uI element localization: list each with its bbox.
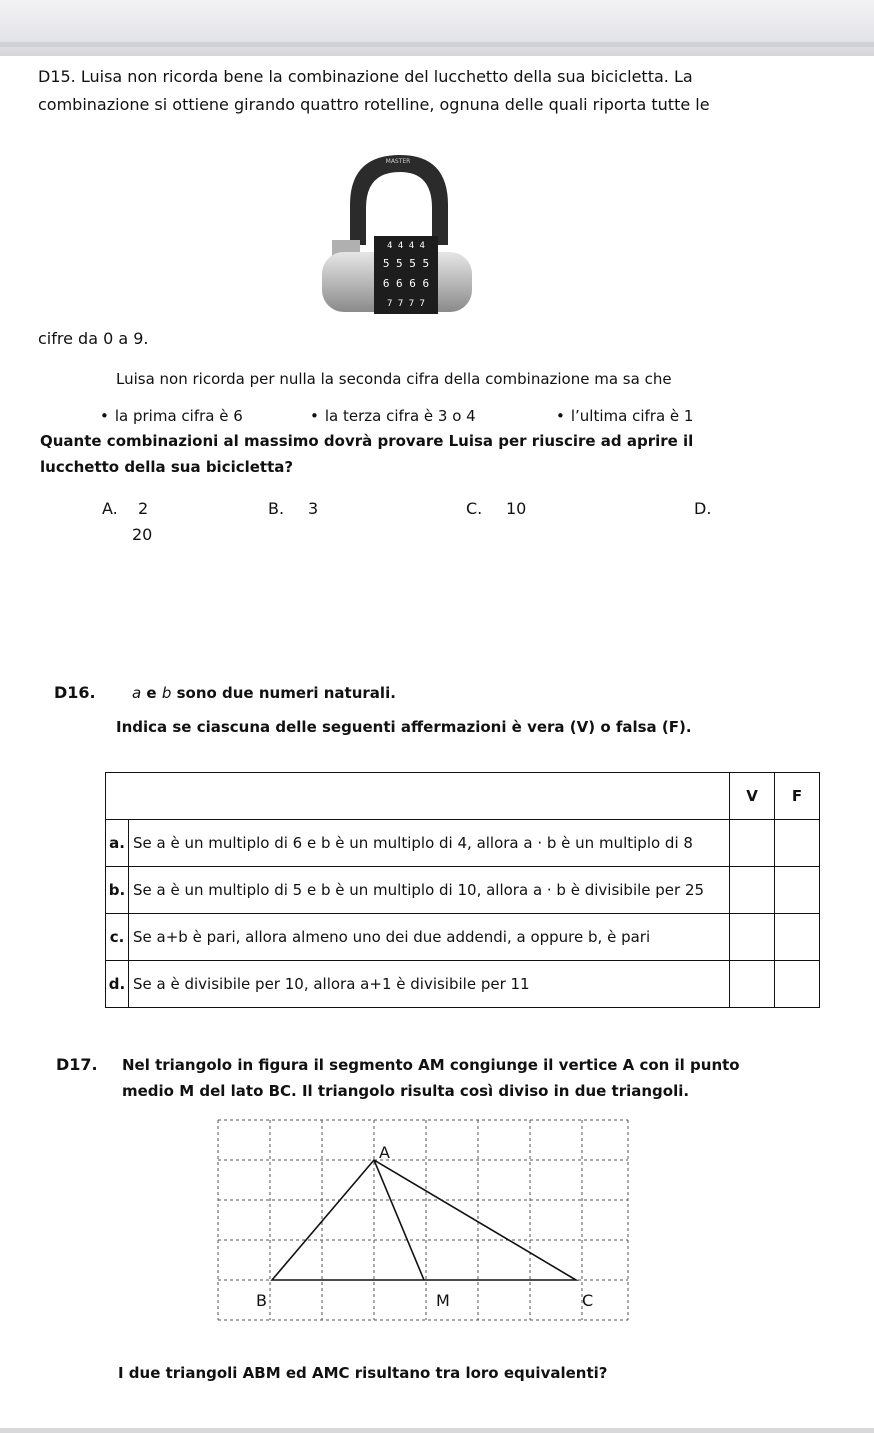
q15-intro-line-1: D15. Luisa non ricorda bene la combinazione del lucchetto della sua bicicletta. La xyxy=(38,67,693,86)
q16-premise: a e b sono due numeri naturali. xyxy=(132,684,396,702)
dotted-grid xyxy=(218,1120,628,1320)
q17-text-line-1: Nel triangolo in figura il segmento AM congiunge il vertice A con il punto xyxy=(122,1056,740,1074)
q15-intro-line-3: cifre da 0 a 9. xyxy=(38,329,149,348)
answer-box-f[interactable] xyxy=(775,914,820,961)
table-row xyxy=(106,961,820,1008)
option-b-value: 3 xyxy=(308,499,319,518)
viewer-top-bar xyxy=(0,0,874,56)
header-v: V xyxy=(730,773,775,820)
var-a: a xyxy=(132,684,142,702)
answer-box-v[interactable] xyxy=(730,820,775,867)
row-letter: a. xyxy=(106,820,129,867)
row-statement: Se a+b è pari, allora almeno uno dei due addendi, a oppure b, è pari xyxy=(129,914,730,961)
clue-last-digit: • l’ultima cifra è 1 xyxy=(556,405,693,427)
q17-text-line-2: medio M del lato BC. Il triangolo risulta così diviso in due triangoli. xyxy=(122,1082,690,1100)
table-header-blank xyxy=(106,773,730,820)
q17-number: D17. xyxy=(56,1055,98,1074)
q16-number: D16. xyxy=(54,683,96,702)
option-d-value: 20 xyxy=(132,525,153,544)
var-b: b xyxy=(161,684,172,702)
viewer-bottom-edge xyxy=(0,1428,874,1433)
wheel-row-3: 6 6 6 6 xyxy=(382,277,430,290)
q15-intro-line-2: combinazione si ottiene girando quattro rotelline, ognuna delle quali riporta tutte le xyxy=(38,95,710,114)
triangle-abc xyxy=(272,1160,576,1280)
option-c-letter[interactable]: C. xyxy=(466,499,483,518)
table-row xyxy=(106,867,820,914)
table-row xyxy=(106,914,820,961)
label-m: M xyxy=(436,1291,450,1310)
row-letter: b. xyxy=(106,867,129,914)
q15-question-line-2: lucchetto della sua bicicletta? xyxy=(40,458,294,476)
label-c: C xyxy=(582,1291,594,1310)
q17-question: I due triangoli ABM ed AMC risultano tra loro equivalenti? xyxy=(118,1364,608,1382)
viewer-divider xyxy=(0,42,874,47)
row-letter: d. xyxy=(106,961,129,1008)
shackle xyxy=(350,155,448,245)
answer-box-f[interactable] xyxy=(775,820,820,867)
row-statement: Se a è divisibile per 10, allora a+1 è divisibile per 11 xyxy=(129,961,730,1008)
row-statement: Se a è un multiplo di 5 e b è un multiplo di 10, allora a · b è divisibile per 25 xyxy=(129,867,730,914)
label-a: A xyxy=(379,1143,390,1162)
lock-brand-text: MASTER xyxy=(385,158,411,165)
option-a-value: 2 xyxy=(138,499,149,518)
header-f: F xyxy=(775,773,820,820)
row-statement: Se a è un multiplo di 6 e b è un multiplo di 4, allora a · b è un multiplo di 8 xyxy=(129,820,730,867)
q16-instruction: Indica se ciascuna delle seguenti affermazioni è vera (V) o falsa (F). xyxy=(116,718,692,736)
wheel-row-1: 4 4 4 4 xyxy=(387,241,425,251)
wheel-row-4: 7 7 7 7 xyxy=(387,299,425,309)
q15-context: Luisa non ricorda per nulla la seconda cifra della combinazione ma sa che xyxy=(116,370,672,388)
answer-box-f[interactable] xyxy=(775,867,820,914)
label-b: B xyxy=(256,1291,267,1310)
q15-question-line-1: Quante combinazioni al massimo dovrà provare Luisa per riuscire ad aprire il xyxy=(40,432,694,450)
answer-box-f[interactable] xyxy=(775,961,820,1008)
answer-box-v[interactable] xyxy=(730,867,775,914)
table-row xyxy=(106,820,820,867)
option-a-letter[interactable]: A. xyxy=(102,499,118,518)
option-d-letter[interactable]: D. xyxy=(694,499,712,518)
answer-box-v[interactable] xyxy=(730,914,775,961)
clue-first-digit: • la prima cifra è 6 xyxy=(100,405,243,427)
true-false-table xyxy=(105,772,820,1008)
option-c-value: 10 xyxy=(506,499,527,518)
answer-box-v[interactable] xyxy=(730,961,775,1008)
clue-third-digit: • la terza cifra è 3 o 4 xyxy=(310,405,476,427)
median-am xyxy=(374,1160,424,1280)
row-letter: c. xyxy=(106,914,129,961)
option-b-letter[interactable]: B. xyxy=(268,499,285,518)
q16-premise-rest: sono due numeri naturali. xyxy=(171,684,396,702)
padlock-image xyxy=(322,150,472,318)
triangle-figure xyxy=(214,1118,634,1324)
wheel-row-2: 5 5 5 5 xyxy=(382,257,430,270)
